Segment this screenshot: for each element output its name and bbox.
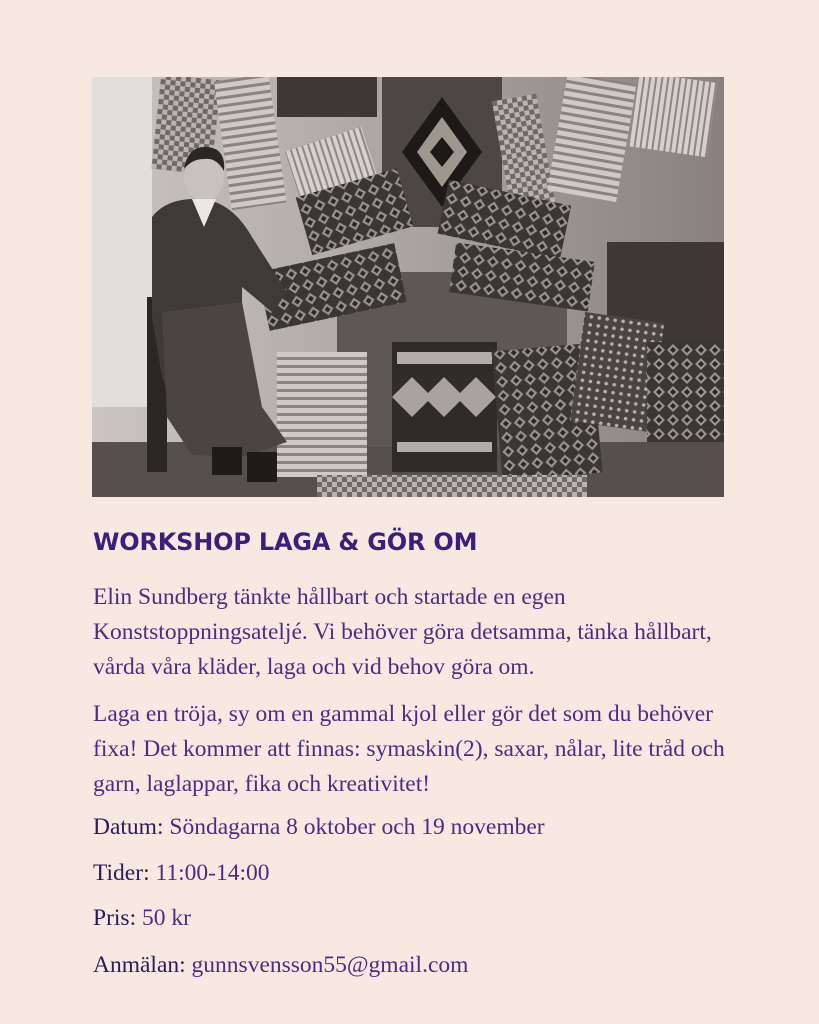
date-value: Söndagarna 8 oktober och 19 november — [169, 814, 545, 840]
price-label: Pris: — [93, 905, 137, 931]
workshop-title: WORKSHOP LAGA & GÖR OM — [93, 528, 478, 556]
price-value: 50 kr — [141, 905, 191, 931]
signup-label: Anmälan: — [93, 952, 186, 978]
signup-line — [93, 950, 468, 980]
time-value: 11:00-14:00 — [155, 860, 270, 886]
time-label: Tider: — [93, 860, 150, 886]
date-line — [93, 812, 545, 842]
date-label: Datum: — [93, 814, 164, 840]
signup-email[interactable]: gunnsvensson55@gmail.com — [191, 952, 469, 978]
historical-photo — [92, 77, 724, 497]
details-paragraph: Laga en tröja, sy om en gammal kjol eller gör det som du behöver fixa! Det kommer att finnas: symaskin(2), saxar, nålar, lite tråd och garn, laglappar, fika och kreativitet! — [93, 701, 725, 797]
time-line — [93, 858, 269, 888]
intro-paragraph: Elin Sundberg tänkte hållbart och startade en egen Konststoppningsateljé. Vi behöver göra detsamma, tänka hållbart, vårda våra kläder, laga och vid behov göra om. — [93, 584, 712, 680]
price-line — [93, 903, 191, 933]
